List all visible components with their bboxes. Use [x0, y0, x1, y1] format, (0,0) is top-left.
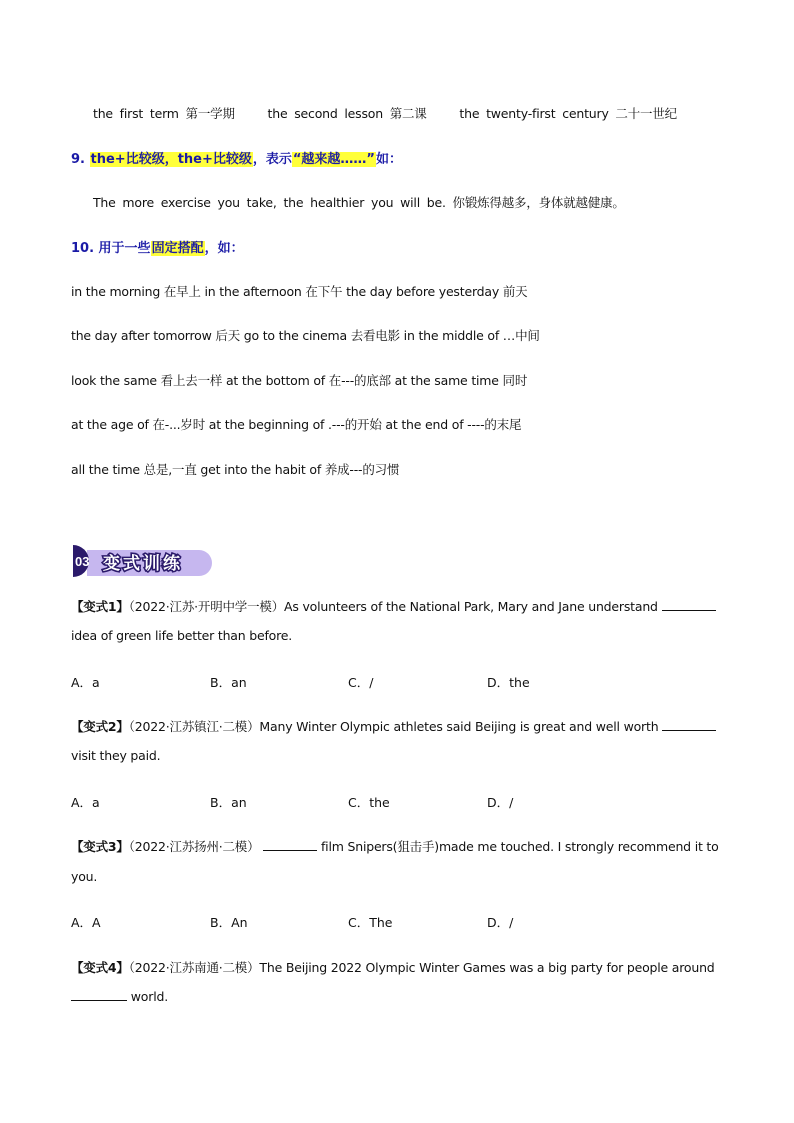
option-b[interactable]: B．an [210, 795, 247, 810]
question-source: （2022·江苏扬州·二模） [128, 839, 260, 854]
ordinal-example: the twenty-first century 二十一世纪 [459, 106, 677, 121]
option-d[interactable]: D．/ [487, 795, 514, 810]
ordinal-example: the first term 第一学期 [93, 106, 235, 121]
question-text: The Beijing 2022 Olympic Winter Games was a big party for people around [259, 960, 715, 975]
phrase-line: the day after tomorrow 后天 go to the cinema 去看电影 in the middle of …中间 [71, 328, 540, 343]
question-source: （2022·江苏镇江·二模） [128, 719, 260, 734]
rule-10-highlight: 固定搭配 [151, 241, 204, 256]
section-title: 变式训练 [103, 554, 183, 574]
answer-blank[interactable] [263, 840, 317, 851]
answer-blank[interactable] [71, 990, 127, 1001]
answer-blank[interactable] [662, 600, 716, 611]
option-d[interactable]: D．/ [487, 915, 514, 930]
option-c[interactable]: C．the [348, 795, 390, 810]
question-2-line-2: visit they paid. [71, 748, 161, 763]
rule-9-heading [71, 148, 402, 167]
question-4-line-2 [71, 989, 168, 1004]
section-banner-graphic [73, 543, 213, 577]
rule-10-heading [71, 237, 244, 256]
phrase-line: in the morning 在早上 in the afternoon 在下午 the day before yesterday 前天 [71, 284, 528, 299]
question-3-line-2: you. [71, 869, 98, 884]
phrase-line: look the same 看上去一样 at the bottom of 在---的底部 at the same time 同时 [71, 373, 528, 388]
rule-9-example: The more exercise you take, the healthier you will be. 你锻炼得越多，身体就越健康。 [93, 195, 625, 210]
option-b[interactable]: B．An [210, 915, 248, 930]
question-1-line-1 [71, 597, 716, 615]
ordinal-examples-line [93, 104, 677, 122]
rule-9-mid: ，表示 [252, 152, 292, 167]
rule-9-quote: “越来越……” [292, 152, 375, 167]
option-a[interactable]: A．A [71, 915, 101, 930]
rule-10-tail: ，如： [204, 241, 244, 256]
question-text: As volunteers of the National Park, Mary and Jane understand [284, 599, 658, 614]
question-tag: 【变式1】 [71, 599, 129, 614]
option-d[interactable]: D．the [487, 675, 530, 690]
question-text: world. [130, 989, 168, 1004]
rule-9-number: 9. [71, 152, 85, 167]
question-source: （2022·江苏南通·二模） [128, 960, 260, 975]
option-a[interactable]: A．a [71, 675, 100, 690]
question-4-line-1 [71, 958, 715, 976]
option-c[interactable]: C．The [348, 915, 393, 930]
section-number: 03 [75, 554, 90, 569]
question-tag: 【变式3】 [71, 839, 129, 854]
question-tag: 【变式4】 [71, 960, 129, 975]
question-tag: 【变式2】 [71, 719, 129, 734]
question-2-line-1 [71, 717, 716, 735]
ordinal-example: the second lesson 第二课 [267, 106, 427, 121]
phrase-line: at the age of 在-...岁时 at the beginning of .---的开始 at the end of ----的末尾 [71, 417, 522, 432]
phrase-line: all the time 总是,一直 get into the habit of 养成---的习惯 [71, 462, 400, 477]
question-1-line-2: idea of green life better than before. [71, 628, 293, 643]
question-text: Many Winter Olympic athletes said Beijing is great and well worth [259, 719, 659, 734]
question-text: film Snipers(狙击手)made me touched. I strongly recommend it to [320, 839, 719, 854]
section-banner [73, 543, 213, 577]
option-c[interactable]: C．/ [348, 675, 374, 690]
answer-blank[interactable] [662, 720, 716, 731]
question-source: （2022·江苏·开明中学一模） [128, 599, 285, 614]
rule-9-tail: 如： [375, 152, 402, 167]
rule-9-highlight: the+比较级，the+比较级 [90, 152, 252, 167]
option-a[interactable]: A．a [71, 795, 100, 810]
question-3-line-1 [71, 837, 719, 855]
rule-10-prefix: 10. 用于一些 [71, 241, 151, 256]
option-b[interactable]: B．an [210, 675, 247, 690]
